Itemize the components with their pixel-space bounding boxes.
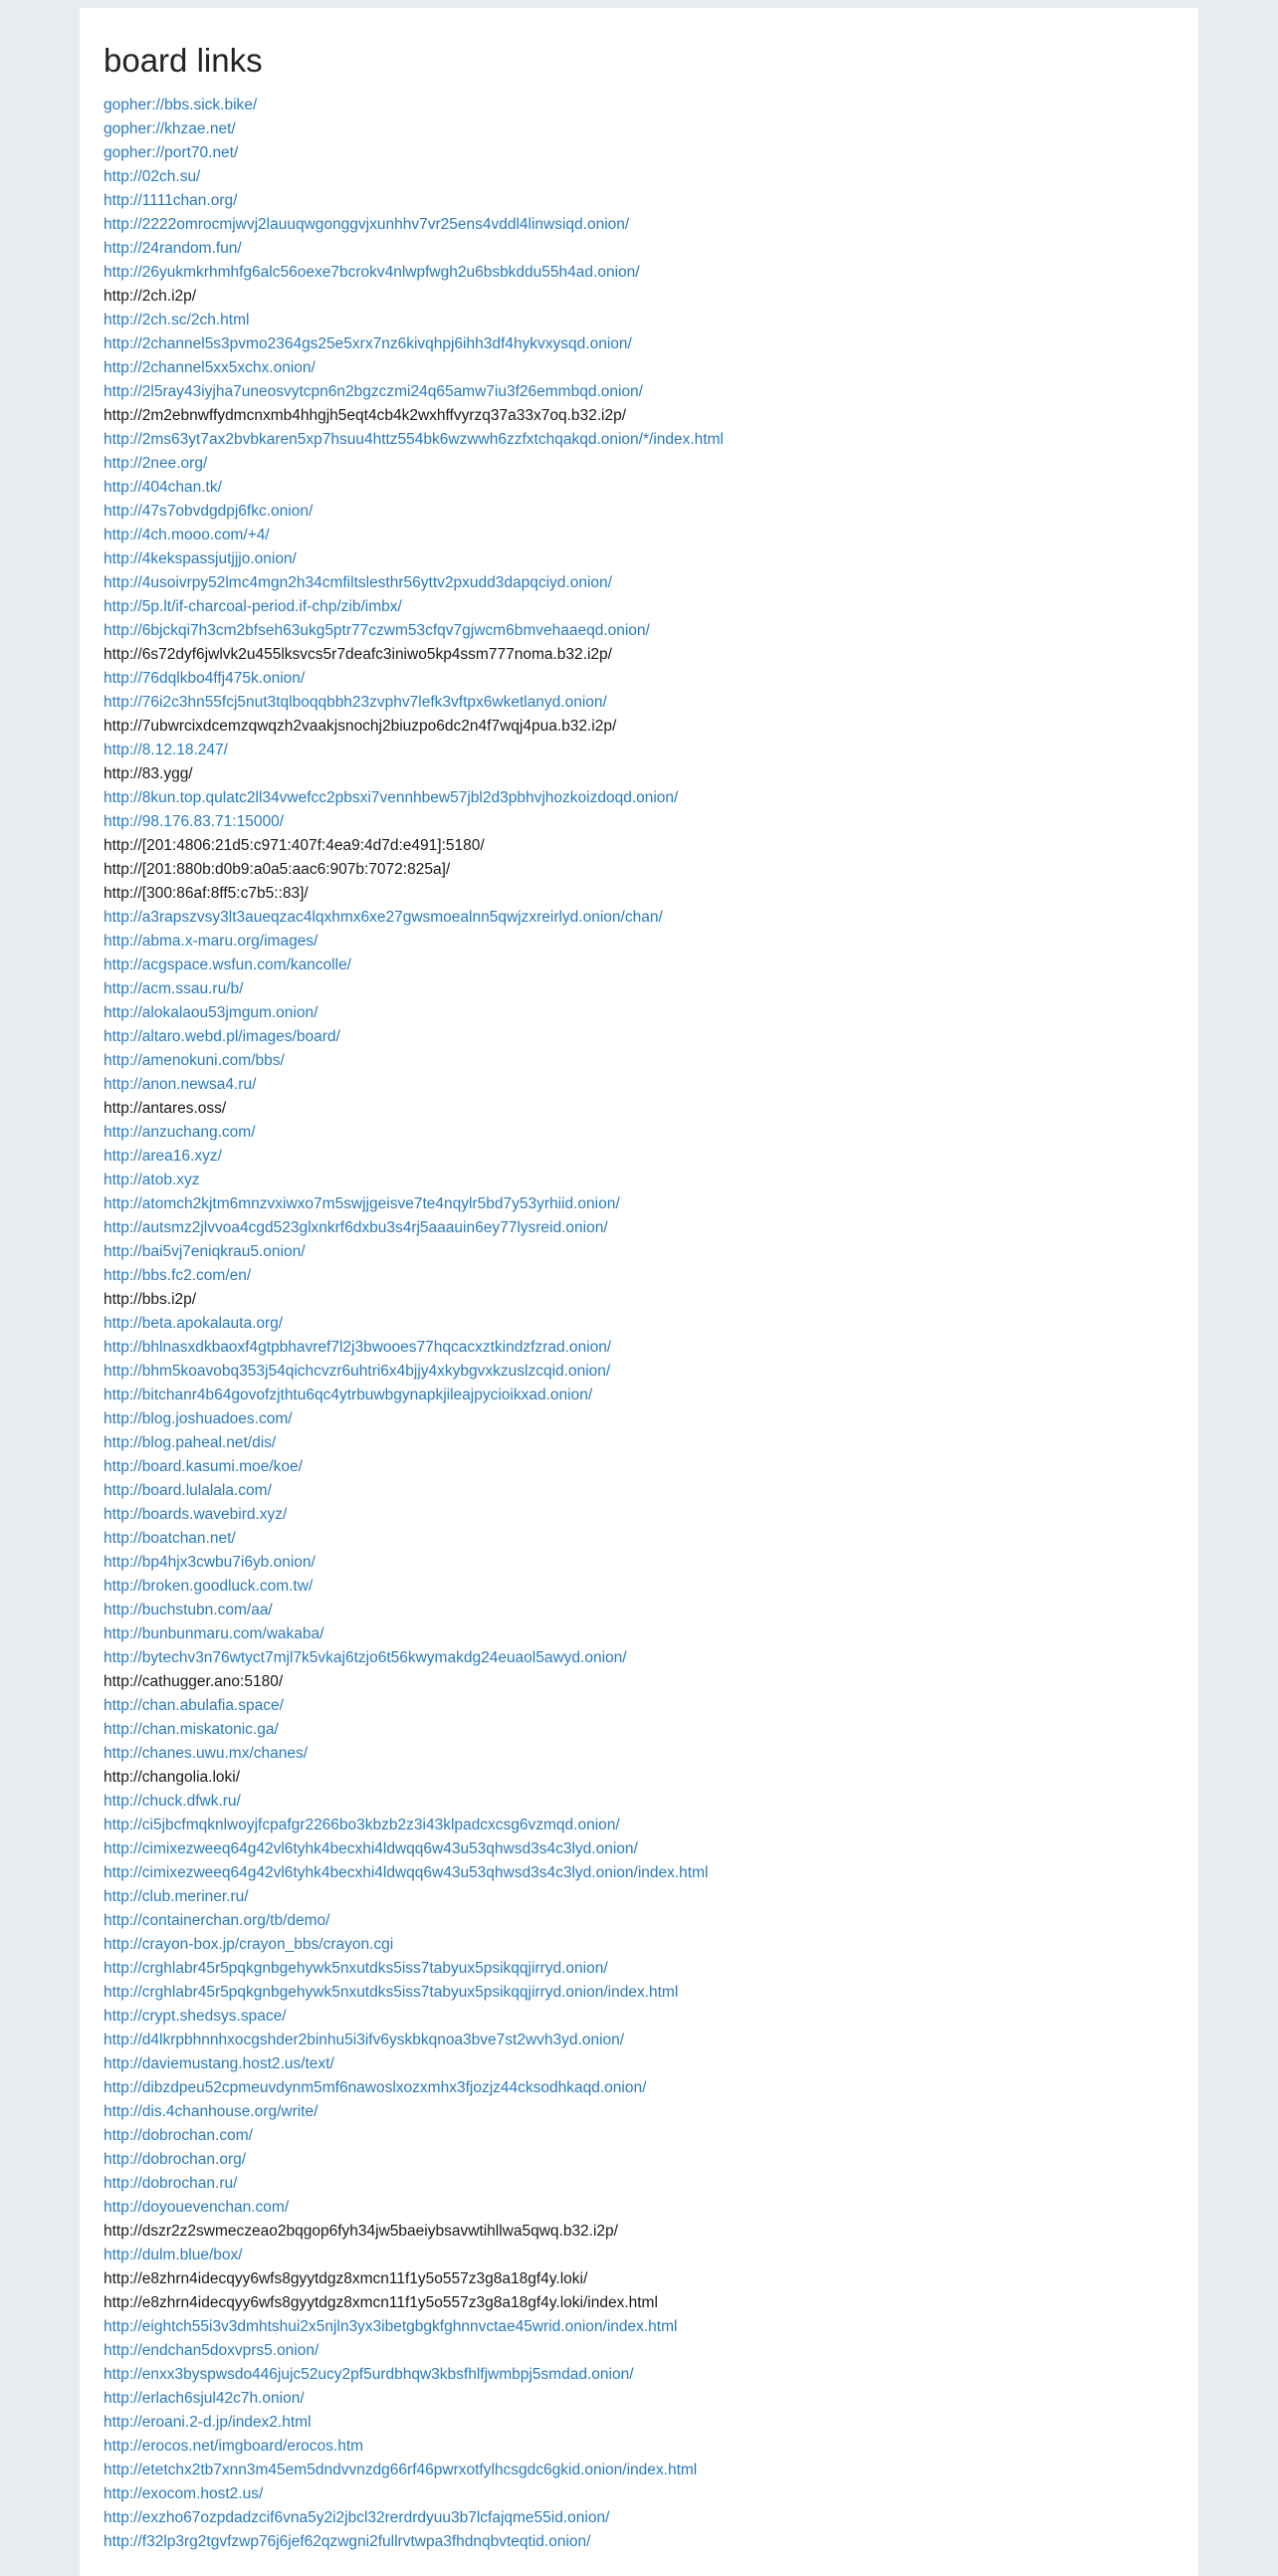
board-link[interactable]: http://anon.newsa4.ru/	[104, 1076, 257, 1093]
board-link[interactable]: http://bytechv3n76wtyct7mjl7k5vkaj6tzjo6t56kwymakdg24euaol5awyd.onion/	[104, 1649, 627, 1666]
board-link[interactable]: http://atob.xyz	[104, 1172, 200, 1188]
board-link[interactable]: http://6bjckqi7h3cm2bfseh63ukg5ptr77czwm53cfqv7gjwcm6bmvehaaeqd.onion/	[104, 622, 650, 639]
board-link[interactable]: http://5p.lt/if-charcoal-period.if-chp/zib/imbx/	[104, 598, 402, 615]
board-link[interactable]: http://2channel5xx5xchx.onion/	[104, 359, 316, 376]
board-address-text: http://[201:4806:21d5:c971:407f:4ea9:4d7d:e491]:5180/	[104, 837, 485, 854]
board-link[interactable]: http://containerchan.org/tb/demo/	[104, 1912, 330, 1929]
board-link[interactable]: http://bai5vj7eniqkrau5.onion/	[104, 1243, 306, 1260]
board-link[interactable]: http://8kun.top.qulatc2ll34vwefcc2pbsxi7vennhbew57jbl2d3pbhvjhozkoizdoqd.onion/	[104, 789, 679, 806]
board-link[interactable]: http://76i2c3hn55fcj5nut3tqlboqqbbh23zvphv7lefk3vftpx6wketlanyd.onion/	[104, 694, 607, 711]
board-link[interactable]: http://47s7obvdgdpj6fkc.onion/	[104, 503, 314, 520]
page-container	[80, 8, 1198, 2576]
board-link[interactable]: http://dobrochan.com/	[104, 2127, 253, 2144]
board-link[interactable]: http://abma.x-maru.org/images/	[104, 933, 319, 950]
board-link[interactable]: http://2nee.org/	[104, 455, 208, 472]
board-link[interactable]: http://acm.ssau.ru/b/	[104, 980, 244, 997]
board-link[interactable]: http://alokalaou53jmgum.onion/	[104, 1004, 319, 1021]
board-address-text: http://83.ygg/	[104, 765, 193, 782]
board-address-text: http://cathugger.ano:5180/	[104, 1673, 284, 1690]
board-link[interactable]: http://daviemustang.host2.us/text/	[104, 2055, 334, 2072]
board-link[interactable]: http://crypt.shedsys.space/	[104, 2008, 287, 2025]
board-link[interactable]: http://eightch55i3v3dmhtshui2x5njln3yx3ibetgbgkfghnnvctae45wrid.onion/index.html	[104, 2318, 678, 2335]
board-link[interactable]: http://bunbunmaru.com/wakaba/	[104, 1625, 324, 1642]
board-link[interactable]: http://club.meriner.ru/	[104, 1888, 249, 1905]
board-address-text: http://2ch.i2p/	[104, 288, 197, 305]
board-link[interactable]: http://4ch.mooo.com/+4/	[104, 527, 270, 543]
board-link[interactable]: http://chan.miskatonic.ga/	[104, 1721, 279, 1738]
board-link[interactable]: http://broken.goodluck.com.tw/	[104, 1578, 314, 1595]
board-address-text: http://2m2ebnwffydmcnxmb4hhgjh5eqt4cb4k2wxhffvyrzq37a33x7oq.b32.i2p/	[104, 407, 627, 424]
board-address-text: http://antares.oss/	[104, 1100, 227, 1117]
board-link[interactable]: http://chanes.uwu.mx/chanes/	[104, 1745, 309, 1762]
board-address-text: http://e8zhrn4idecqyy6wfs8gyytdgz8xmcn11f1y5o557z3g8a18gf4y.loki/index.html	[104, 2294, 658, 2311]
board-link[interactable]: http://26yukmkrhmhfg6alc56oexe7bcrokv4nlwpfwgh2u6bsbkddu55h4ad.onion/	[104, 264, 640, 281]
board-link[interactable]: http://atomch2kjtm6mnzvxiwxo7m5swjjgeisve7te4nqylr5bd7y53yrhiid.onion/	[104, 1195, 620, 1212]
board-link[interactable]: http://buchstubn.com/aa/	[104, 1602, 273, 1618]
board-link[interactable]: http://boards.wavebird.xyz/	[104, 1506, 288, 1523]
board-address-text: http://dszr2z2swmeczeao2bqgop6fyh34jw5baeiybsavwtihllwa5qwq.b32.i2p/	[104, 2223, 618, 2240]
board-link[interactable]: http://cimixezweeq64g42vl6tyhk4becxhi4ldwqq6w43u53qhwsd3s4c3lyd.onion/	[104, 1840, 638, 1857]
board-link[interactable]: http://bhm5koavobq353j54qichcvzr6uhtri6x4bjjy4xkybgvxkzuslzcqid.onion/	[104, 1363, 611, 1380]
board-link[interactable]: http://beta.apokalauta.org/	[104, 1315, 284, 1332]
board-link[interactable]: http://bp4hjx3cwbu7i6yb.onion/	[104, 1554, 316, 1571]
board-link[interactable]: http://bitchanr4b64govofzjthtu6qc4ytrbuwbgynapkjileajpycioikxad.onion/	[104, 1387, 593, 1403]
board-link[interactable]: http://endchan5doxvprs5.onion/	[104, 2342, 320, 2359]
board-link[interactable]: http://altaro.webd.pl/images/board/	[104, 1028, 340, 1045]
board-address-text: http://7ubwrcixdcemzqwqzh2vaakjsnochj2biuzpo6dc2n4f7wqj4pua.b32.i2p/	[104, 718, 617, 735]
board-address-text: http://bbs.i2p/	[104, 1291, 197, 1308]
board-link[interactable]: http://bhlnasxdkbaoxf4gtpbhavref7l2j3bwooes77hqcacxztkindzfzrad.onion/	[104, 1339, 612, 1356]
board-link[interactable]: http://board.lulalala.com/	[104, 1482, 272, 1499]
board-link[interactable]: http://crghlabr45r5pqkgnbgehywk5nxutdks5iss7tabyux5psikqqjirryd.onion/	[104, 1960, 608, 1977]
board-link[interactable]: http://4usoivrpy52lmc4mgn2h34cmfiltslesthr56yttv2pxudd3dapqciyd.onion/	[104, 574, 612, 591]
board-link[interactable]: http://f32lp3rg2tgvfzwp76j6jef62qzwgni2fullrvtwpa3fhdnqbvteqtid.onion/	[104, 2533, 591, 2550]
board-link[interactable]: http://76dqlkbo4ffj475k.onion/	[104, 670, 306, 687]
board-link[interactable]: gopher://bbs.sick.bike/	[104, 97, 258, 113]
board-link[interactable]: http://blog.paheal.net/dis/	[104, 1434, 277, 1451]
board-link[interactable]: gopher://khzae.net/	[104, 120, 236, 137]
board-link[interactable]: http://dulm.blue/box/	[104, 2247, 243, 2263]
board-link[interactable]: http://board.kasumi.moe/koe/	[104, 1458, 303, 1475]
board-link[interactable]: http://8.12.18.247/	[104, 742, 228, 758]
board-link[interactable]: http://a3rapszvsy3lt3aueqzac4lqxhmx6xe27gwsmoealnn5qwjzxreirlyd.onion/chan/	[104, 909, 663, 926]
board-link[interactable]: http://enxx3byspwsdo446jujc52ucy2pf5urdbhqw3kbsfhlfjwmbpj5smdad.onion/	[104, 2366, 634, 2383]
board-address-text: http://6s72dyf6jwlvk2u455lksvcs5r7deafc3iniwo5kp4ssm777noma.b32.i2p/	[104, 646, 612, 663]
link-list	[104, 94, 1174, 2554]
board-link[interactable]: http://dis.4chanhouse.org/write/	[104, 2103, 319, 2120]
board-link[interactable]: http://2channel5s3pvmo2364gs25e5xrx7nz6kivqhpj6ihh3df4hykvxysqd.onion/	[104, 335, 632, 352]
board-link[interactable]: http://dobrochan.org/	[104, 2151, 247, 2168]
board-link[interactable]: http://d4lkrpbhnnhxocgshder2binhu5i3ifv6yskbkqnoa3bve7st2wvh3yd.onion/	[104, 2032, 625, 2048]
board-address-text: http://[201:880b:d0b9:a0a5:aac6:907b:7072:825a]/	[104, 861, 451, 878]
board-link[interactable]: http://erlach6sjul42c7h.onion/	[104, 2390, 305, 2407]
page-title: board links	[104, 42, 263, 79]
board-link[interactable]: http://etetchx2tb7xnn3m45em5dndvvnzdg66rf46pwrxotfylhcsgdc6gkid.onion/index.html	[104, 2462, 698, 2478]
board-link[interactable]: http://amenokuni.com/bbs/	[104, 1052, 285, 1069]
board-link[interactable]: http://2ch.sc/2ch.html	[104, 312, 250, 328]
board-link[interactable]: http://autsmz2jlvvoa4cgd523glxnkrf6dxbu3s4rj5aaauin6ey77lysreid.onion/	[104, 1219, 608, 1236]
board-link[interactable]: http://blog.joshuadoes.com/	[104, 1410, 293, 1427]
board-address-text: http://changolia.loki/	[104, 1769, 241, 1786]
board-link[interactable]: http://dibzdpeu52cpmeuvdynm5mf6nawoslxozxmhx3fjozjz44cksodhkaqd.onion/	[104, 2079, 647, 2096]
board-address-text: http://[300:86af:8ff5:c7b5::83]/	[104, 885, 309, 902]
board-link[interactable]: http://anzuchang.com/	[104, 1124, 256, 1141]
board-link[interactable]: http://eroani.2-d.jp/index2.html	[104, 2414, 312, 2431]
board-link[interactable]: http://exzho67ozpdadzcif6vna5y2i2jbcl32rerdrdyuu3b7lcfajqme55id.onion/	[104, 2509, 610, 2526]
board-link[interactable]: gopher://port70.net/	[104, 144, 239, 161]
board-link[interactable]: http://chuck.dfwk.ru/	[104, 1793, 241, 1810]
board-link[interactable]: http://boatchan.net/	[104, 1530, 236, 1547]
board-link[interactable]: http://chan.abulafia.space/	[104, 1697, 284, 1714]
board-link[interactable]: http://24random.fun/	[104, 240, 242, 257]
board-link[interactable]: http://2l5ray43iyjha7uneosvytcpn6n2bgzczmi24q65amw7iu3f26emmbqd.onion/	[104, 383, 643, 400]
board-link[interactable]: http://02ch.su/	[104, 168, 201, 185]
board-link[interactable]: http://cimixezweeq64g42vl6tyhk4becxhi4ldwqq6w43u53qhwsd3s4c3lyd.onion/index.html	[104, 1864, 709, 1881]
board-link[interactable]: http://dobrochan.ru/	[104, 2175, 238, 2192]
board-link[interactable]: http://crayon-box.jp/crayon_bbs/crayon.cgi	[104, 1936, 394, 1953]
board-link[interactable]: http://erocos.net/imgboard/erocos.htm	[104, 2438, 364, 2455]
board-link[interactable]: http://bbs.fc2.com/en/	[104, 1267, 252, 1284]
board-link[interactable]: http://doyouevenchan.com/	[104, 2199, 290, 2216]
board-address-text: http://e8zhrn4idecqyy6wfs8gyytdgz8xmcn11f1y5o557z3g8a18gf4y.loki/	[104, 2270, 588, 2287]
board-link[interactable]: http://1111chan.org/	[104, 192, 238, 209]
board-link[interactable]: http://crghlabr45r5pqkgnbgehywk5nxutdks5iss7tabyux5psikqqjirryd.onion/index.html	[104, 1984, 679, 2001]
board-link[interactable]: http://exocom.host2.us/	[104, 2485, 264, 2502]
board-link[interactable]: http://acgspace.wsfun.com/kancolle/	[104, 957, 351, 973]
board-link[interactable]: http://area16.xyz/	[104, 1148, 222, 1165]
board-link[interactable]: http://2222omrocmjwvj2lauuqwgonggvjxunhhv7vr25ens4vddl4linwsiqd.onion/	[104, 216, 630, 233]
board-link[interactable]: http://ci5jbcfmqknlwoyjfcpafgr2266bo3kbzb2z3i43klpadcxcsg6vzmqd.onion/	[104, 1817, 620, 1833]
board-link[interactable]: http://404chan.tk/	[104, 479, 222, 496]
board-link[interactable]: http://4kekspassjutjjjo.onion/	[104, 550, 297, 567]
board-link[interactable]: http://98.176.83.71:15000/	[104, 813, 284, 830]
board-link[interactable]: http://2ms63yt7ax2bvbkaren5xp7hsuu4httz554bk6wzwwh6zzfxtchqakqd.onion/*/index.html	[104, 431, 724, 448]
